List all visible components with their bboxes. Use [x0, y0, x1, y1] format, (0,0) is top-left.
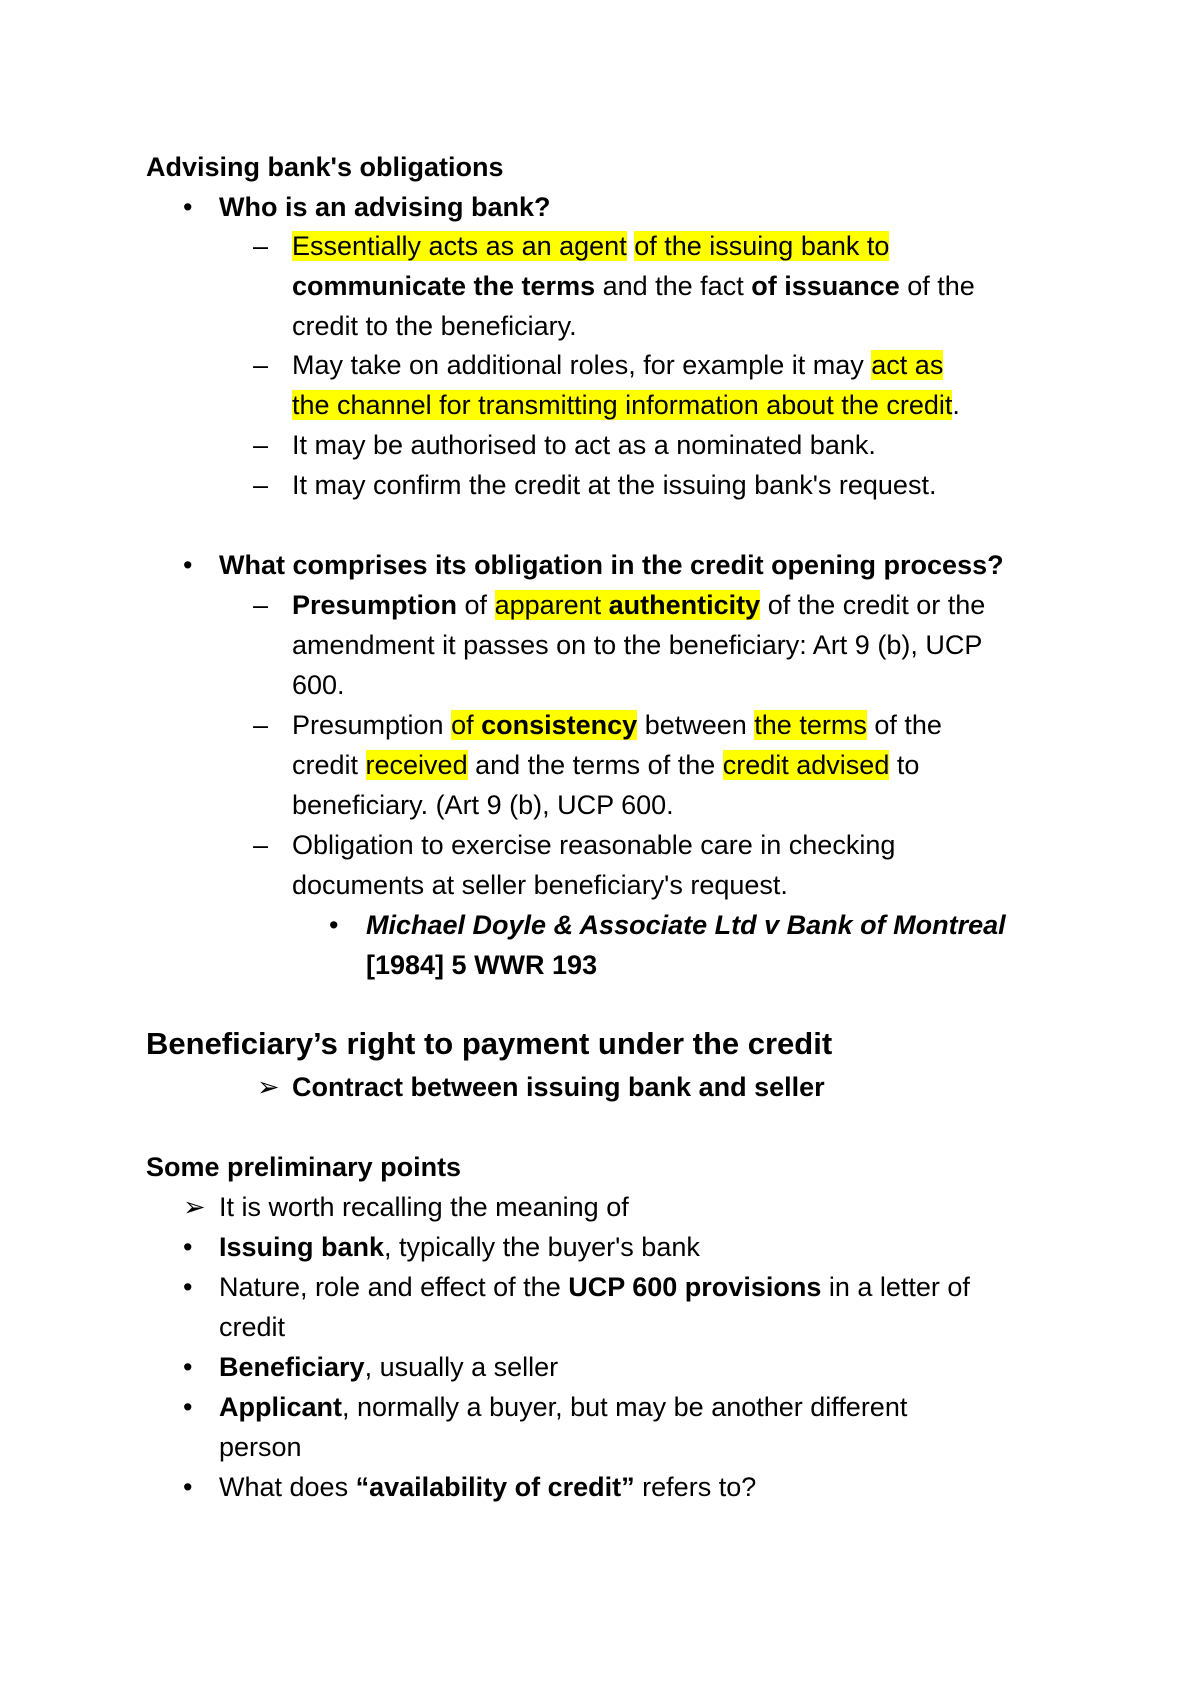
answer-nominated-bank: It may be authorised to act as a nominated bank.	[292, 430, 876, 460]
dash-icon: –	[253, 231, 269, 261]
point-recalling-meaning: It is worth recalling the meaning of	[219, 1192, 629, 1222]
presumption-consistency-line-2: credit received and the terms of the credit advised to	[292, 750, 920, 780]
obligation-care-line-2: documents at seller beneficiary's request.	[292, 870, 788, 900]
bullet-icon: •	[183, 550, 193, 580]
answer-agent-line-2: communicate the terms and the fact of issuance of the	[292, 271, 975, 301]
arrow-bullet-icon: ➢	[257, 1072, 280, 1102]
dash-icon: –	[253, 710, 269, 740]
presumption-authenticity-line-3: 600.	[292, 670, 345, 700]
section-heading-advising-bank: Advising bank's obligations	[146, 152, 504, 182]
contract-item: Contract between issuing bank and seller	[292, 1072, 825, 1102]
answer-confirm-credit: It may confirm the credit at the issuing bank's request.	[292, 470, 937, 500]
section-heading-beneficiary-right: Beneficiary’s right to payment under the credit	[146, 1026, 833, 1061]
point-availability-of-credit: What does “availability of credit” refers to?	[219, 1472, 757, 1502]
dash-icon: –	[253, 830, 269, 860]
section-heading-preliminary-points: Some preliminary points	[146, 1152, 462, 1182]
bullet-icon: •	[183, 192, 193, 222]
presumption-consistency-line-3: beneficiary. (Art 9 (b), UCP 600.	[292, 790, 674, 820]
presumption-authenticity-line-1: Presumption of apparent authenticity of the credit or the	[292, 590, 986, 620]
arrow-bullet-icon: ➢	[183, 1192, 206, 1222]
bullet-icon: •	[183, 1232, 193, 1262]
bullet-icon: •	[183, 1352, 193, 1382]
obligation-care-line-1: Obligation to exercise reasonable care in checking	[292, 830, 896, 860]
point-applicant-line-2: person	[219, 1432, 302, 1462]
point-beneficiary: Beneficiary, usually a seller	[219, 1352, 559, 1382]
bullet-icon: •	[183, 1472, 193, 1502]
point-ucp-provisions-line-2: credit	[219, 1312, 286, 1342]
answer-agent-line-1: Essentially acts as an agent of the issuing bank to	[292, 231, 890, 261]
case-citation-line-2: [1984] 5 WWR 193	[366, 950, 598, 980]
dash-icon: –	[253, 350, 269, 380]
answer-roles-line-2: the channel for transmitting information about the credit.	[292, 390, 960, 420]
point-applicant-line-1: Applicant, normally a buyer, but may be another different	[219, 1392, 908, 1422]
dash-icon: –	[253, 430, 269, 460]
dash-icon: –	[253, 470, 269, 500]
presumption-authenticity-line-2: amendment it passes on to the beneficiary: Art 9 (b), UCP	[292, 630, 983, 660]
question-obligation: What comprises its obligation in the credit opening process?	[219, 550, 1004, 580]
bullet-icon: •	[329, 910, 339, 940]
presumption-consistency-line-1: Presumption of consistency between the terms of the	[292, 710, 942, 740]
point-ucp-provisions-line-1: Nature, role and effect of the UCP 600 provisions in a letter of	[219, 1272, 970, 1302]
question-who-is-advising-bank: Who is an advising bank?	[219, 192, 551, 222]
point-issuing-bank: Issuing bank, typically the buyer's bank	[219, 1232, 700, 1262]
answer-agent-line-3: credit to the beneficiary.	[292, 311, 577, 341]
answer-roles-line-1: May take on additional roles, for example it may act as	[292, 350, 944, 380]
dash-icon: –	[253, 590, 269, 620]
bullet-icon: •	[183, 1392, 193, 1422]
case-citation-line-1: Michael Doyle & Associate Ltd v Bank of Montreal	[366, 910, 1006, 940]
bullet-icon: •	[183, 1272, 193, 1302]
